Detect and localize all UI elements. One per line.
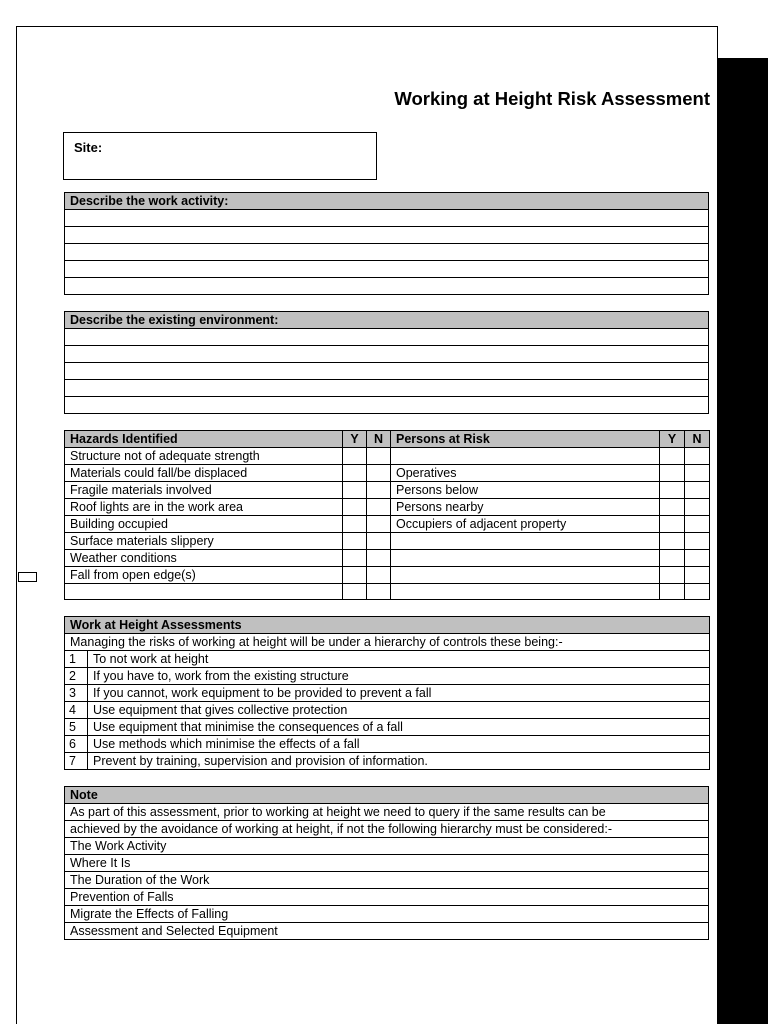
environment-line[interactable] — [65, 397, 709, 414]
persons-header: Persons at Risk — [391, 431, 660, 448]
person-label: Persons nearby — [391, 499, 660, 516]
hazard-label: Fall from open edge(s) — [65, 567, 343, 584]
assessment-text: To not work at height — [88, 651, 710, 668]
note-line: The Work Activity — [65, 838, 709, 855]
assessment-item — [65, 685, 710, 702]
person-label[interactable] — [391, 584, 660, 600]
note-line: Where It Is — [65, 855, 709, 872]
person-no-cell[interactable] — [685, 448, 710, 465]
note-line: achieved by the avoidance of working at height, if not the following hierarchy must be considered:- — [65, 821, 709, 838]
person-no-cell[interactable] — [685, 584, 710, 600]
hazard-row — [65, 533, 710, 550]
assessment-item — [65, 668, 710, 685]
person-yes-header: Y — [660, 431, 685, 448]
hazard-no-cell[interactable] — [367, 567, 391, 584]
hazard-row — [65, 550, 710, 567]
person-yes-cell[interactable] — [660, 516, 685, 533]
assessment-text: Use equipment that minimise the consequences of a fall — [88, 719, 710, 736]
site-label: Site: — [74, 140, 103, 155]
assessment-number: 4 — [65, 702, 88, 719]
assessment-item — [65, 702, 710, 719]
hazard-label: Weather conditions — [65, 550, 343, 567]
person-yes-cell[interactable] — [660, 499, 685, 516]
assessment-text: Use equipment that gives collective protection — [88, 702, 710, 719]
page-shadow — [718, 58, 768, 1024]
hazard-yes-cell[interactable] — [343, 533, 367, 550]
person-yes-cell[interactable] — [660, 567, 685, 584]
person-yes-cell[interactable] — [660, 533, 685, 550]
hazard-label: Materials could fall/be displaced — [65, 465, 343, 482]
person-no-cell[interactable] — [685, 550, 710, 567]
environment-line[interactable] — [65, 346, 709, 363]
person-no-cell[interactable] — [685, 482, 710, 499]
hazard-row — [65, 584, 710, 600]
hazard-no-cell[interactable] — [367, 550, 391, 567]
person-label — [391, 533, 660, 550]
hazard-row — [65, 567, 710, 584]
assessment-item — [65, 719, 710, 736]
work-activity-line[interactable] — [65, 278, 709, 295]
assessment-text: Prevent by training, supervision and provision of information. — [88, 753, 710, 770]
hazard-yes-header: Y — [343, 431, 367, 448]
hazard-no-cell[interactable] — [367, 465, 391, 482]
assessment-item — [65, 651, 710, 668]
hazard-yes-cell[interactable] — [343, 465, 367, 482]
assessments-intro: Managing the risks of working at height will be under a hierarchy of controls these being:- — [65, 634, 710, 651]
person-yes-cell[interactable] — [660, 448, 685, 465]
person-label: Operatives — [391, 465, 660, 482]
note-line: The Duration of the Work — [65, 872, 709, 889]
note-line: Migrate the Effects of Falling — [65, 906, 709, 923]
hazard-yes-cell[interactable] — [343, 584, 367, 600]
person-label — [391, 448, 660, 465]
existing-environment-table — [64, 311, 709, 414]
person-no-header: N — [685, 431, 710, 448]
hazard-yes-cell[interactable] — [343, 516, 367, 533]
hazard-row — [65, 516, 710, 533]
assessment-number: 3 — [65, 685, 88, 702]
hazard-no-cell[interactable] — [367, 584, 391, 600]
assessment-number: 7 — [65, 753, 88, 770]
hazard-no-cell[interactable] — [367, 448, 391, 465]
person-yes-cell[interactable] — [660, 482, 685, 499]
assessment-text: Use methods which minimise the effects of a fall — [88, 736, 710, 753]
assessments-header: Work at Height Assessments — [65, 617, 710, 634]
hazard-yes-cell[interactable] — [343, 567, 367, 584]
person-label — [391, 550, 660, 567]
work-activity-line[interactable] — [65, 210, 709, 227]
margin-marker — [18, 572, 37, 582]
assessment-item — [65, 753, 710, 770]
hazard-no-cell[interactable] — [367, 499, 391, 516]
hazard-yes-cell[interactable] — [343, 499, 367, 516]
hazards-table — [64, 430, 710, 600]
site-field[interactable] — [63, 132, 377, 180]
hazard-no-header: N — [367, 431, 391, 448]
work-activity-line[interactable] — [65, 227, 709, 244]
hazard-row — [65, 465, 710, 482]
note-line: Assessment and Selected Equipment — [65, 923, 709, 940]
hazard-yes-cell[interactable] — [343, 482, 367, 499]
person-yes-cell[interactable] — [660, 584, 685, 600]
hazard-row — [65, 499, 710, 516]
note-header: Note — [65, 787, 709, 804]
person-label: Persons below — [391, 482, 660, 499]
hazard-label: Fragile materials involved — [65, 482, 343, 499]
environment-line[interactable] — [65, 380, 709, 397]
assessment-number: 5 — [65, 719, 88, 736]
work-activity-header: Describe the work activity: — [65, 193, 709, 210]
hazard-label: Building occupied — [65, 516, 343, 533]
person-no-cell[interactable] — [685, 533, 710, 550]
note-line: Prevention of Falls — [65, 889, 709, 906]
hazard-no-cell[interactable] — [367, 516, 391, 533]
person-label: Occupiers of adjacent property — [391, 516, 660, 533]
hazard-yes-cell[interactable] — [343, 550, 367, 567]
hazard-label: Structure not of adequate strength — [65, 448, 343, 465]
work-activity-line[interactable] — [65, 261, 709, 278]
document-title: Working at Height Risk Assessment — [394, 88, 710, 109]
work-activity-table — [64, 192, 709, 295]
assessment-text: If you have to, work from the existing structure — [88, 668, 710, 685]
assessment-item — [65, 736, 710, 753]
work-activity-line[interactable] — [65, 244, 709, 261]
person-yes-cell[interactable] — [660, 465, 685, 482]
environment-line[interactable] — [65, 363, 709, 380]
note-line: As part of this assessment, prior to working at height we need to query if the same results can be — [65, 804, 709, 821]
hazard-label: Roof lights are in the work area — [65, 499, 343, 516]
person-no-cell[interactable] — [685, 499, 710, 516]
person-no-cell[interactable] — [685, 516, 710, 533]
note-table — [64, 786, 709, 940]
assessment-number: 2 — [65, 668, 88, 685]
hazard-no-cell[interactable] — [367, 533, 391, 550]
hazard-row — [65, 448, 710, 465]
assessments-table — [64, 616, 710, 770]
hazards-header: Hazards Identified — [65, 431, 343, 448]
hazard-yes-cell[interactable] — [343, 448, 367, 465]
assessment-number: 6 — [65, 736, 88, 753]
hazard-label[interactable] — [65, 584, 343, 600]
person-no-cell[interactable] — [685, 567, 710, 584]
hazard-label: Surface materials slippery — [65, 533, 343, 550]
hazard-row — [65, 482, 710, 499]
existing-environment-header: Describe the existing environment: — [65, 312, 709, 329]
assessment-text: If you cannot, work equipment to be provided to prevent a fall — [88, 685, 710, 702]
person-yes-cell[interactable] — [660, 550, 685, 567]
assessment-number: 1 — [65, 651, 88, 668]
environment-line[interactable] — [65, 329, 709, 346]
person-label — [391, 567, 660, 584]
hazard-no-cell[interactable] — [367, 482, 391, 499]
person-no-cell[interactable] — [685, 465, 710, 482]
